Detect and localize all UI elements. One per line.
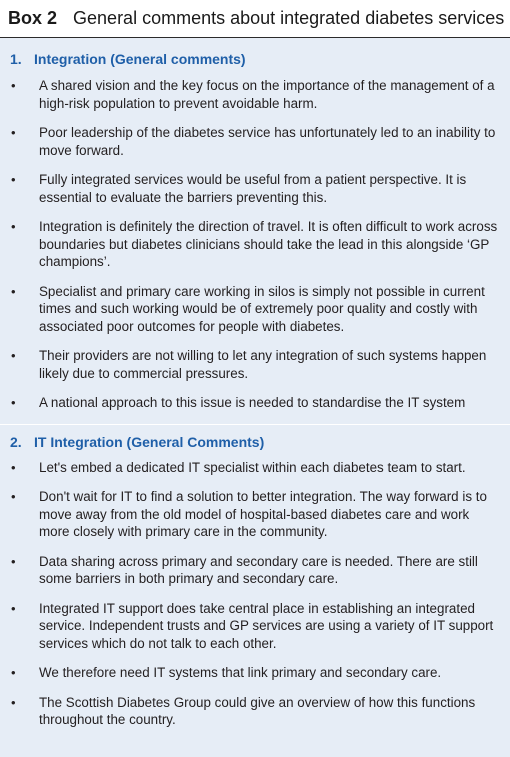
box-title: General comments about integrated diabetes services <box>73 8 505 28</box>
list-item-text: Data sharing across primary and secondary care is needed. There are still some barriers in both primary and secondary care. <box>39 553 478 586</box>
bullet-icon: • <box>11 219 16 234</box>
section-heading-text: IT Integration (General Comments) <box>34 433 265 450</box>
list-item <box>8 283 502 336</box>
list-item <box>8 171 502 206</box>
list-item <box>8 600 502 653</box>
section-integration <box>0 38 510 412</box>
list-item <box>8 694 502 729</box>
bullet-icon: • <box>11 125 16 140</box>
list-item <box>8 347 502 382</box>
bullet-icon: • <box>11 665 16 680</box>
bullet-icon: • <box>11 600 16 616</box>
list-item-text: Fully integrated services would be useful from a patient perspective. It is essential to evaluate the barriers preventing this. <box>39 172 467 205</box>
list-item <box>8 459 502 477</box>
bullet-icon: • <box>11 78 16 93</box>
list-item-text: The Scottish Diabetes Group could give an overview of how this functions throughout the country. <box>39 694 476 727</box>
list-item-text: Specialist and primary care working in silos is simply not possible in current times and such working would be of extremely poor quality and costly with associated poor outcomes for people with diabetes. <box>39 283 485 334</box>
list-item-text: Poor leadership of the diabetes service has unfortunately led to an inability to move forward. <box>39 125 496 158</box>
box-header <box>0 0 510 38</box>
bullet-icon: • <box>11 459 16 475</box>
bullet-icon: • <box>11 348 16 363</box>
list-item-text: Let's embed a dedicated IT specialist within each diabetes team to start. <box>39 459 466 475</box>
section-heading-text: Integration (General comments) <box>34 51 246 67</box>
list-item-text: A national approach to this issue is needed to standardise the IT system <box>39 395 466 410</box>
list-item-text: Integrated IT support does take central place in establishing an integrated service. Independent trusts and GP services are using a variety of IT support services which do not talk to each other. <box>39 600 494 651</box>
list-item-text: Integration is definitely the direction of travel. It is often difficult to work across boundaries but diabetes clinicians should take the lead in this alongside ‘GP champions’. <box>39 219 498 269</box>
list-item-text: Their providers are not willing to let any integration of such systems happen likely due to commercial pressures. <box>39 348 487 381</box>
section-it-integration <box>0 425 510 729</box>
list-item <box>8 394 502 412</box>
bullet-icon: • <box>11 395 16 410</box>
section-number: 1. <box>10 51 22 67</box>
box-label: Box 2 <box>8 8 58 28</box>
list-item-text: We therefore need IT systems that link primary and secondary care. <box>39 665 442 680</box>
bullet-icon: • <box>11 489 16 504</box>
bullet-icon: • <box>11 172 16 187</box>
list-item-text: A shared vision and the key focus on the importance of the management of a high-risk population to prevent avoidable harm. <box>39 78 495 111</box>
list-item <box>8 664 502 682</box>
list-item <box>8 218 502 271</box>
section-heading <box>8 46 502 72</box>
bullet-icon: • <box>11 283 16 299</box>
list-item <box>8 553 502 588</box>
list-item <box>8 488 502 541</box>
list-item-text: Don't wait for IT to find a solution to better integration. The way forward is to move away from the old model of hospital-based diabetes care and work more closely with primary care in the community. <box>39 489 487 539</box>
comment-list <box>8 455 502 729</box>
comment-list <box>8 72 502 412</box>
list-item <box>8 77 502 112</box>
list-item <box>8 124 502 159</box>
section-number: 2. <box>10 433 22 450</box>
bullet-icon: • <box>11 553 16 569</box>
section-heading <box>8 429 502 455</box>
bullet-icon: • <box>11 694 16 710</box>
